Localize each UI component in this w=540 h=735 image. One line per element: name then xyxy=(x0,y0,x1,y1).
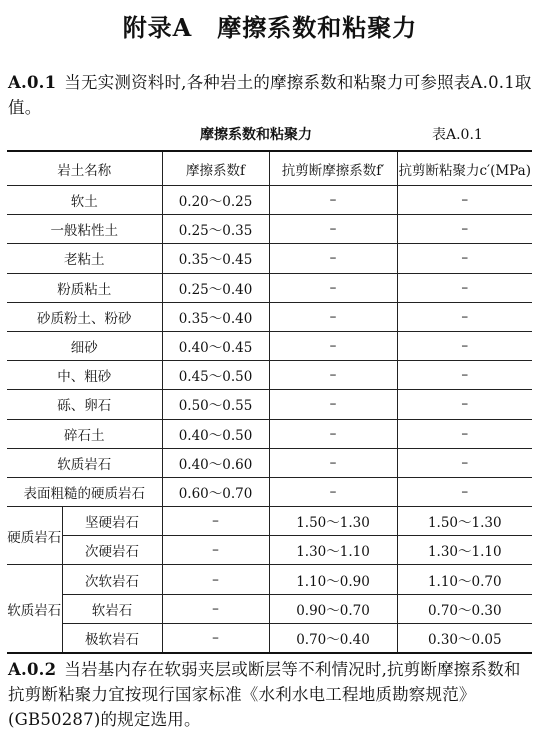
table-cell: – xyxy=(397,419,532,448)
table-cell: 表面粗糙的硬质岩石 xyxy=(7,477,162,506)
table-cell: – xyxy=(269,477,397,506)
clause-text: 当岩基内存在软弱夹层或断层等不利情况时,抗剪断摩擦系数和抗剪断粘聚力宜按现行国家标准《水利水电工程地质勘察规范》(GB50287)的规定选用。 xyxy=(8,660,521,729)
table-cell: 砾、卵石 xyxy=(7,390,162,419)
table-cell: – xyxy=(397,448,532,477)
paragraph-a01 xyxy=(8,70,534,120)
table-cell: – xyxy=(269,186,397,215)
table-cell: 1.50～1.30 xyxy=(397,507,532,536)
table-row xyxy=(7,419,532,448)
table-cell: – xyxy=(269,302,397,331)
table-cell: – xyxy=(269,273,397,302)
table-cell: 0.50～0.55 xyxy=(162,390,269,419)
table-cell: 1.30～1.10 xyxy=(269,536,397,565)
table-cell: 0.40～0.60 xyxy=(162,448,269,477)
group-cell: 硬质岩石 xyxy=(7,507,62,565)
table-cell: – xyxy=(162,565,269,594)
page-title: 附录A 摩擦系数和粘聚力 xyxy=(122,13,418,42)
table-cell: – xyxy=(397,361,532,390)
table-cell: – xyxy=(269,419,397,448)
table-row xyxy=(7,507,532,536)
header-cell: 岩土名称 xyxy=(7,151,162,186)
header-cell: 摩擦系数f xyxy=(162,151,269,186)
table-cell: – xyxy=(397,244,532,273)
table-cell: 0.40～0.45 xyxy=(162,331,269,360)
table-cell: – xyxy=(269,244,397,273)
table-row xyxy=(7,623,532,653)
table-row xyxy=(7,273,532,302)
table-cell: 0.90～0.70 xyxy=(269,594,397,623)
table-cell: 0.70～0.30 xyxy=(397,594,532,623)
table-cell: – xyxy=(162,507,269,536)
table-cell: 0.25～0.35 xyxy=(162,215,269,244)
table-cell: 中、粗砂 xyxy=(7,361,162,390)
table-cell: – xyxy=(269,448,397,477)
table-cell: 砂质粉土、粉砂 xyxy=(7,302,162,331)
table-cell: – xyxy=(162,623,269,653)
table-cell: 0.30～0.05 xyxy=(397,623,532,653)
table-cell: 1.50～1.30 xyxy=(269,507,397,536)
table-caption xyxy=(0,124,540,144)
table-cell: 1.10～0.70 xyxy=(397,565,532,594)
table-cell: – xyxy=(397,331,532,360)
table-cell: 次硬岩石 xyxy=(62,536,162,565)
table-row xyxy=(7,361,532,390)
table-cell: 老粘土 xyxy=(7,244,162,273)
table-number: 表A.0.1 xyxy=(432,127,483,143)
table-title: 摩擦系数和粘聚力 xyxy=(200,127,312,143)
table-cell: – xyxy=(397,477,532,506)
table-header-row xyxy=(7,151,532,186)
table-cell: 0.35～0.40 xyxy=(162,302,269,331)
table-cell: 0.45～0.50 xyxy=(162,361,269,390)
table-cell: 0.60～0.70 xyxy=(162,477,269,506)
table-row xyxy=(7,331,532,360)
friction-cohesion-table xyxy=(7,150,532,654)
table-cell: 粉质粘土 xyxy=(7,273,162,302)
table-cell: – xyxy=(269,390,397,419)
table-cell: 1.10～0.90 xyxy=(269,565,397,594)
table-row xyxy=(7,302,532,331)
table-cell: – xyxy=(162,594,269,623)
table-cell: 坚硬岩石 xyxy=(62,507,162,536)
table-cell: – xyxy=(269,215,397,244)
table-cell: – xyxy=(269,331,397,360)
table-cell: 碎石土 xyxy=(7,419,162,448)
table-cell: 一般粘性土 xyxy=(7,215,162,244)
table-cell: 0.20～0.25 xyxy=(162,186,269,215)
table-row xyxy=(7,448,532,477)
table-cell: 0.25～0.40 xyxy=(162,273,269,302)
table-cell: 软土 xyxy=(7,186,162,215)
table-cell: 1.30～1.10 xyxy=(397,536,532,565)
table-cell: 0.35～0.45 xyxy=(162,244,269,273)
table-cell: 细砂 xyxy=(7,331,162,360)
clause-number: A.0.2 xyxy=(8,660,57,679)
table-cell: – xyxy=(397,186,532,215)
table-cell: – xyxy=(397,390,532,419)
table-cell: – xyxy=(162,536,269,565)
table-cell: – xyxy=(397,273,532,302)
header-cell: 抗剪断粘聚力c′(MPa) xyxy=(397,151,532,186)
table-cell: – xyxy=(397,215,532,244)
table-row xyxy=(7,477,532,506)
table-row xyxy=(7,244,532,273)
table-row xyxy=(7,565,532,594)
table-cell: – xyxy=(269,361,397,390)
header-cell: 抗剪断摩擦系数f′ xyxy=(269,151,397,186)
clause-number: A.0.1 xyxy=(8,73,57,92)
clause-text: 当无实测资料时,各种岩土的摩擦系数和粘聚力可参照表A.0.1取值。 xyxy=(8,73,532,117)
table-row xyxy=(7,594,532,623)
table-cell: 软岩石 xyxy=(62,594,162,623)
table-cell: 软质岩石 xyxy=(7,448,162,477)
table-row xyxy=(7,536,532,565)
table-cell: 0.70～0.40 xyxy=(269,623,397,653)
table-cell: 次软岩石 xyxy=(62,565,162,594)
table-cell: 0.40～0.50 xyxy=(162,419,269,448)
paragraph-a02 xyxy=(8,657,534,732)
table-cell: – xyxy=(397,302,532,331)
table-cell: 极软岩石 xyxy=(62,623,162,653)
table-row xyxy=(7,186,532,215)
table-row xyxy=(7,390,532,419)
group-cell: 软质岩石 xyxy=(7,565,62,653)
table-row xyxy=(7,215,532,244)
